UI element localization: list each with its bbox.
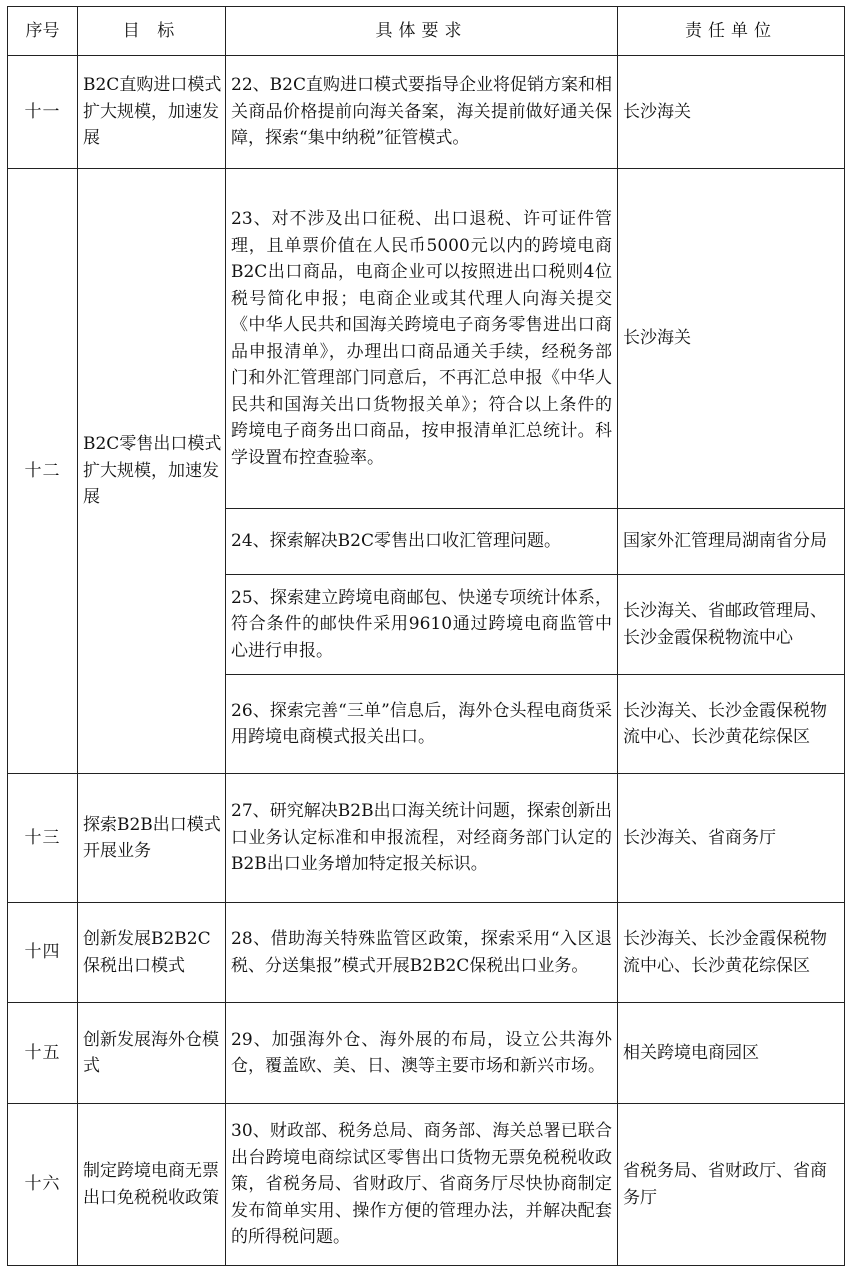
row-requirement: 28、借助海关特殊监管区政策，探索采用“入区退税、分送集报”模式开展B2B2C保税出口业务。 <box>226 903 618 1003</box>
row-responsible-unit: 省税务局、省财政厅、省商务厅 <box>618 1104 845 1266</box>
row-requirement: 22、B2C直购进口模式要指导企业将促销方案和相关商品价格提前向海关备案，海关提前做好通关保障，探索“集中纳税”征管模式。 <box>226 56 618 169</box>
row-responsible-unit: 长沙海关、省商务厅 <box>618 774 845 903</box>
table-row <box>8 1003 845 1104</box>
table-header-row <box>8 7 845 56</box>
row-goal: 创新发展B2B2C保税出口模式 <box>78 903 226 1003</box>
header-goal: 目 标 <box>78 7 226 56</box>
table-row <box>8 903 845 1003</box>
row-goal: 创新发展海外仓模式 <box>78 1003 226 1104</box>
row-num: 十六 <box>8 1104 78 1266</box>
table-row <box>8 774 845 903</box>
header-req: 具体要求 <box>226 7 618 56</box>
row-responsible-unit: 长沙海关、省邮政管理局、长沙金霞保税物流中心 <box>618 575 845 675</box>
row-requirement: 25、探索建立跨境电商邮包、快递专项统计体系，符合条件的邮快件采用9610通过跨境电商监管中心进行申报。 <box>226 575 618 675</box>
row-num: 十一 <box>8 56 78 169</box>
task-table <box>7 6 845 1266</box>
row-num: 十四 <box>8 903 78 1003</box>
row-goal: 制定跨境电商无票出口免税税收政策 <box>78 1104 226 1266</box>
table-row <box>8 56 845 169</box>
header-num: 序号 <box>8 7 78 56</box>
table-row <box>8 169 845 509</box>
row-responsible-unit: 长沙海关 <box>618 169 845 509</box>
row-responsible-unit: 相关跨境电商园区 <box>618 1003 845 1104</box>
row-num: 十五 <box>8 1003 78 1104</box>
row-responsible-unit: 长沙海关、长沙金霞保税物流中心、长沙黄花综保区 <box>618 675 845 774</box>
row-requirement: 27、研究解决B2B出口海关统计问题，探索创新出口业务认定标准和申报流程，对经商务部门认定的B2B出口业务增加特定报关标识。 <box>226 774 618 903</box>
row-responsible-unit: 长沙海关、长沙金霞保税物流中心、长沙黄花综保区 <box>618 903 845 1003</box>
row-requirement: 24、探索解决B2C零售出口收汇管理问题。 <box>226 509 618 575</box>
row-responsible-unit: 长沙海关 <box>618 56 845 169</box>
row-num: 十二 <box>8 169 78 774</box>
row-goal: B2C零售出口模式扩大规模，加速发展 <box>78 169 226 774</box>
row-num: 十三 <box>8 774 78 903</box>
row-goal: B2C直购进口模式扩大规模，加速发展 <box>78 56 226 169</box>
table-row <box>8 1104 845 1266</box>
row-goal: 探索B2B出口模式开展业务 <box>78 774 226 903</box>
row-requirement: 26、探索完善“三单”信息后，海外仓头程电商货采用跨境电商模式报关出口。 <box>226 675 618 774</box>
header-unit: 责任单位 <box>618 7 845 56</box>
row-requirement: 29、加强海外仓、海外展的布局，设立公共海外仓，覆盖欧、美、日、澳等主要市场和新兴市场。 <box>226 1003 618 1104</box>
row-requirement: 30、财政部、税务总局、商务部、海关总署已联合出台跨境电商综试区零售出口货物无票免税税收政策，省税务局、省财政厅、省商务厅尽快协商制定发布简单实用、操作方便的管理办法，并解决配套的所得税问题。 <box>226 1104 618 1266</box>
row-requirement: 23、对不涉及出口征税、出口退税、许可证件管理，且单票价值在人民币5000元以内的跨境电商B2C出口商品，电商企业可以按照进出口税则4位税号简化申报；电商企业或其代理人向海关提交《中华人民共和国海关跨境电子商务零售进出口商品申报清单》，办理出口商品通关手续，经税务部门和外汇管理部门同意后，不再汇总申报《中华人民共和国海关出口货物报关单》；符合以上条件的跨境电子商务出口商品，按申报清单汇总统计。科学设置布控查验率。 <box>226 169 618 509</box>
row-responsible-unit: 国家外汇管理局湖南省分局 <box>618 509 845 575</box>
